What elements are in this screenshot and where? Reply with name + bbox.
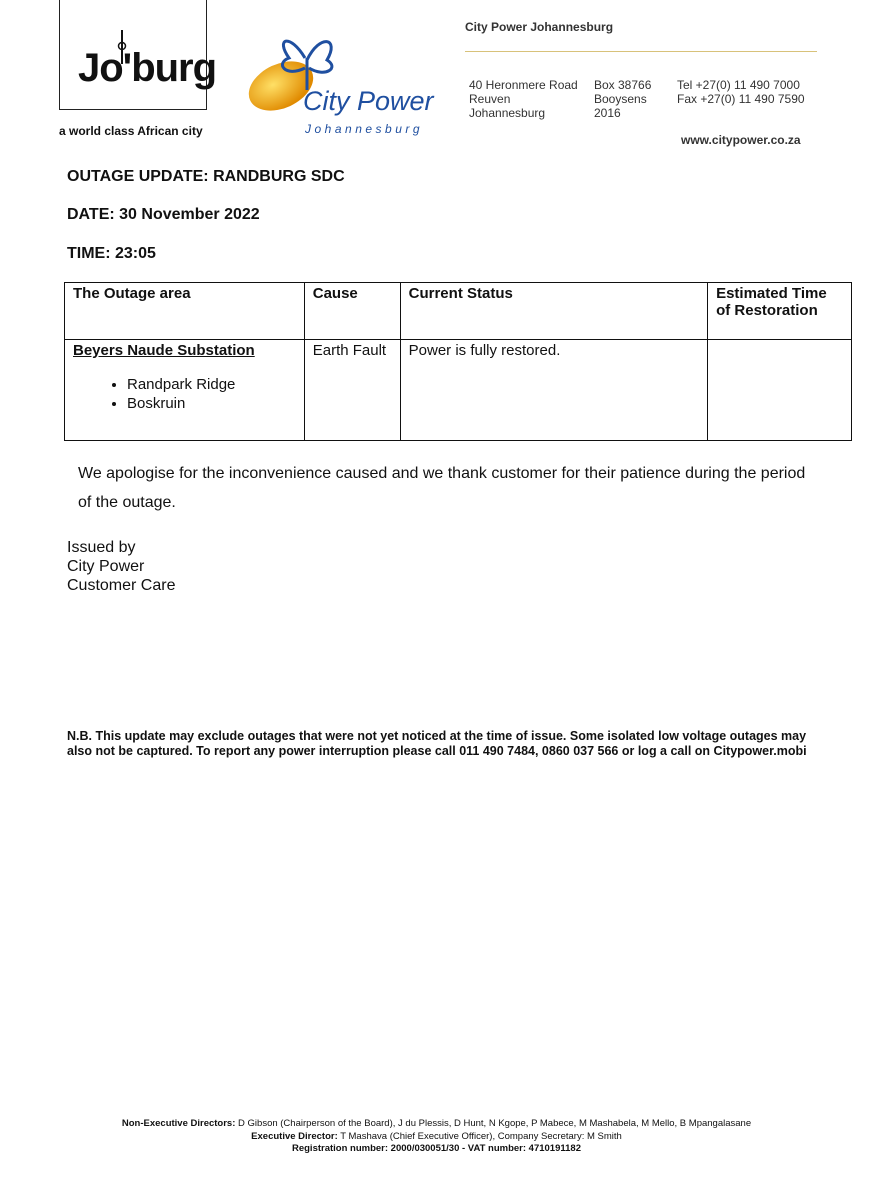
list-item: • Randpark Ridge [127,375,296,394]
header-outage-area: The Outage area [65,283,305,340]
outage-area-cell [65,340,305,441]
nb-notice: N.B. This update may exclude outages that were not yet noticed at the time of issue. Some isolated low voltage outages may also not be captured. To report any power interruption please call 011 490 7484, 0860 037 566 or log a call on Citypower.mobi [67,729,807,758]
joburg-tagline: a world class African city [59,124,203,138]
postbox-block: Box 38766 Booysens 2016 [594,78,652,120]
website-link[interactable]: www.citypower.co.za [681,133,801,147]
header-current-status: Current Status [400,283,707,340]
affected-areas-list [73,375,296,413]
cause-cell: Earth Fault [304,340,400,441]
table-row [65,340,852,441]
footer-registration: Registration number: 2000/030051/30 - VAT number: 4710191182 [291,1143,581,1154]
header-estimated-time: Estimated Time of Restoration [708,283,852,340]
header-divider [465,51,817,52]
phone-block: Tel +27(0) 11 490 7000 Fax +27(0) 11 490 7590 [677,78,805,106]
document-time: TIME: 23:05 [67,245,156,262]
status-cell: Power is fully restored. [400,340,707,441]
address-block: 40 Heronmere Road Reuven Johannesburg [469,78,578,120]
company-name: City Power Johannesburg [465,20,614,34]
header-cause: Cause [304,283,400,340]
footer [0,1118,873,1156]
apology-text: We apologise for the inconvenience caused and we thank customer for their patience during the period of the outage. [78,465,806,511]
citypower-logo-subtext: Johannesburg [305,122,424,136]
list-item: • Boskruin [127,394,296,413]
estimated-time-cell [708,340,852,441]
issued-by-block: Issued by City Power Customer Care [67,539,176,594]
joburg-logo-text: Jo'burg [78,46,217,90]
table-header-row [65,283,852,340]
citypower-logo-text: City Power [303,86,434,116]
document-title: OUTAGE UPDATE: RANDBURG SDC [67,168,345,185]
footer-directors: Non-Executive Directors: D Gibson (Chairperson of the Board), J du Plessis, D Hunt, N Kgope, P Mabece, M Mashabela, M Mello, B Mpangalasane [121,1118,752,1129]
outage-table [64,282,852,441]
document-date: DATE: 30 November 2022 [67,206,260,223]
footer-executive: Executive Director: T Mashava (Chief Executive Officer), Company Secretary: M Smith [251,1130,622,1142]
substation-name: Beyers Naude Substation [73,342,255,359]
